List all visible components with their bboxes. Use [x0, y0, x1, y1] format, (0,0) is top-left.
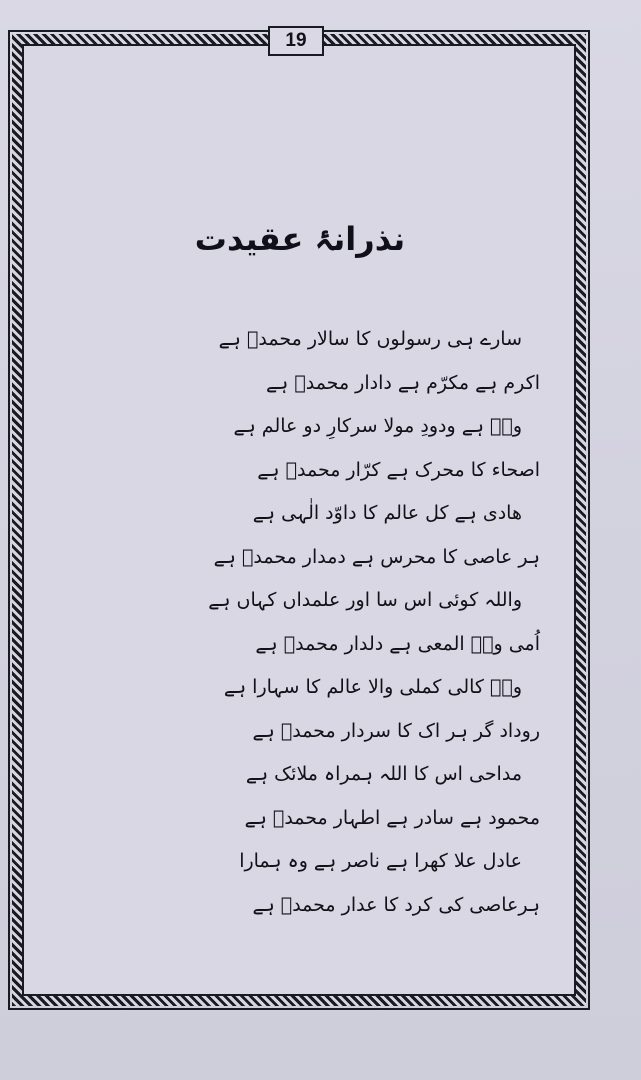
verse-line — [60, 492, 540, 536]
verse-line — [60, 666, 540, 710]
verse-line-text: واللہ کوئی اس سا اور علمداں کہاں ہے — [208, 589, 522, 611]
verse-line — [60, 405, 540, 449]
verse-line-text: اصحاء کا محرک ہے کرّار محمدؐ ہے — [257, 458, 540, 481]
verse-line-text: روداد گر ہر اک کا سردار محمدؐ ہے — [252, 719, 540, 742]
verse-line — [60, 579, 540, 623]
verse-line-text: ہر عاصی کا محرس ہے دمدار محمدؐ ہے — [213, 545, 540, 568]
verse-line-text: ہرعاصی کی کرد کا عدار محمدؐ ہے — [252, 893, 540, 916]
verse-line-text: محمود ہے سادر ہے اطہار محمدؐ ہے — [244, 806, 540, 829]
verse-line-text: اکرم ہے مکرّم ہے دادار محمدؐ ہے — [266, 371, 540, 394]
verse-line — [60, 840, 540, 884]
poem-title: نذرانۂ عقیدت — [194, 220, 406, 258]
poem-body — [60, 318, 540, 927]
verse-line — [60, 449, 540, 493]
verse-line — [60, 884, 540, 928]
verse-line-text: عادل علا کھرا ہے ناصر ہے وہ ہمارا — [239, 850, 522, 872]
verse-line-text: وہؐ ہے ودودِ مولا سرکارِ دو عالم ہے — [233, 415, 522, 437]
verse-line-text: سارے ہی رسولوں کا سالار محمدؐ ہے — [218, 328, 522, 350]
verse-line — [60, 536, 540, 580]
verse-line-text: مداحی اس کا اللہ ہمراہ ملائک ہے — [245, 763, 522, 785]
page-number: 19 — [268, 26, 324, 56]
verse-line — [60, 362, 540, 406]
verse-line-text: ھادی ہے کل عالم کا داوّد الٰہی ہے — [252, 502, 522, 524]
verse-line — [60, 318, 540, 362]
verse-line — [60, 753, 540, 797]
verse-line — [60, 797, 540, 841]
verse-line — [60, 710, 540, 754]
verse-line-text: وہؐ کالی کملی والا عالم کا سہارا ہے — [223, 676, 522, 698]
verse-line — [60, 623, 540, 667]
verse-line-text: اُمی وہؐ المعی ہے دلدار محمدؐ ہے — [255, 632, 540, 655]
